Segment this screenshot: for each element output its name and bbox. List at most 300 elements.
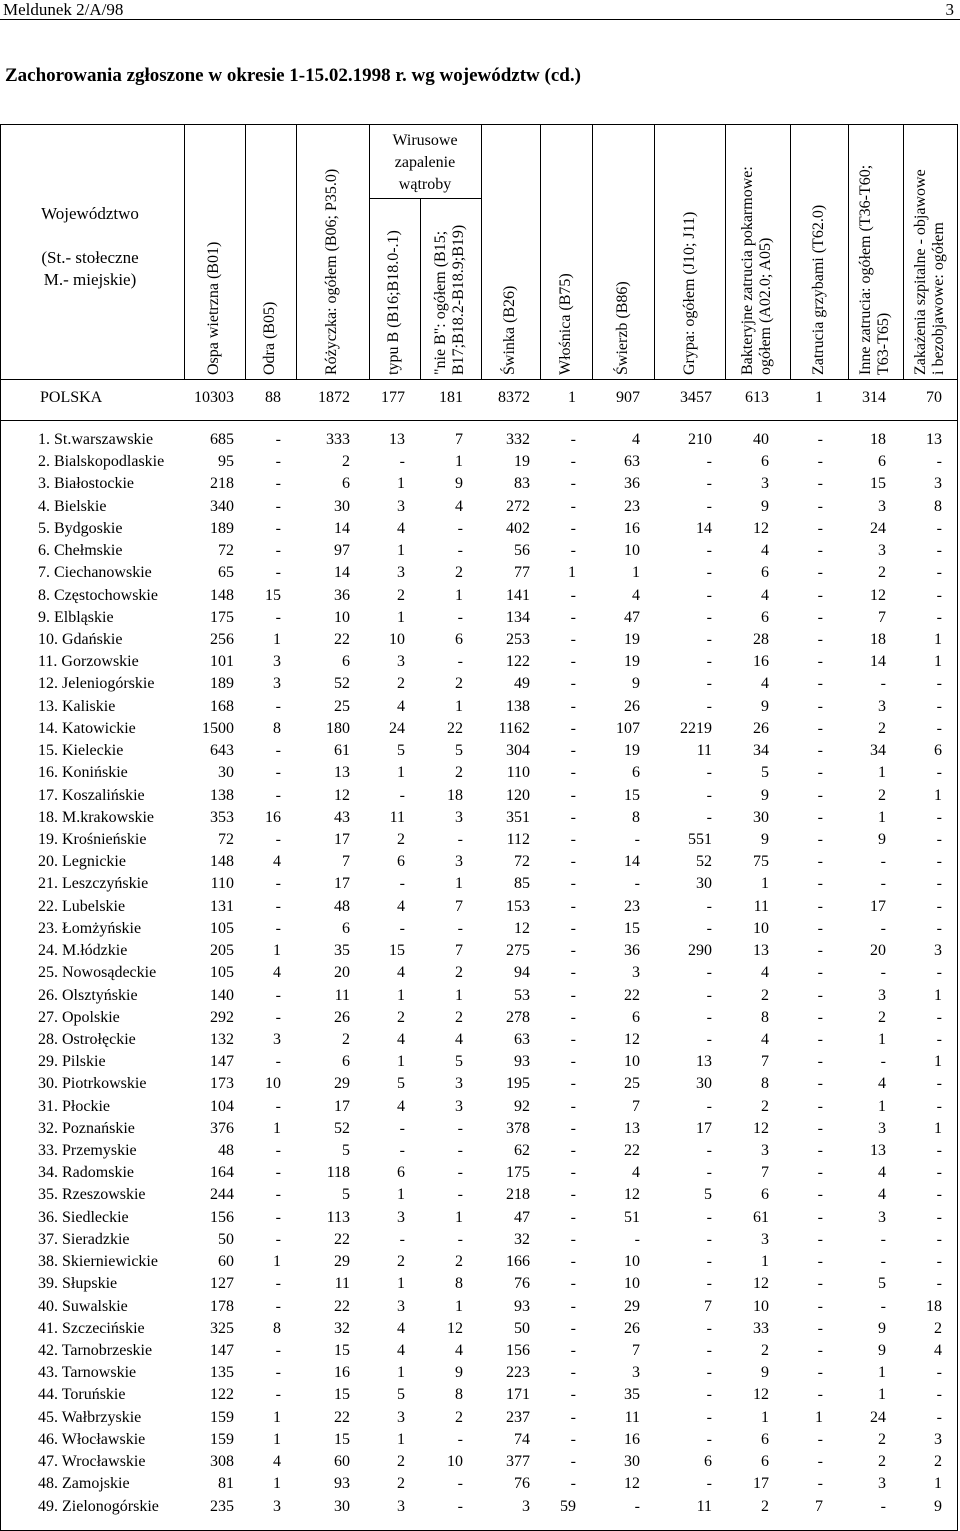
cell-value: 61 xyxy=(334,742,350,760)
cell-value: 16 xyxy=(624,1430,640,1448)
cell-value: 2 xyxy=(455,764,463,782)
cell-value: - xyxy=(936,697,942,715)
cell-value: 20 xyxy=(334,964,350,982)
cell-value: 2 xyxy=(878,719,886,737)
cell-value: 7 xyxy=(632,1097,640,1115)
cell-value: 2 xyxy=(761,1342,769,1360)
cell-value: - xyxy=(817,1319,823,1337)
cell-value: 59 xyxy=(560,1497,576,1515)
table-row xyxy=(0,896,956,918)
cell-value: 2 xyxy=(342,453,350,471)
cell-value: 5 xyxy=(455,1053,463,1071)
region-name: 17. Koszalińskie xyxy=(38,786,145,804)
cell-value: - xyxy=(706,697,712,715)
cell-value: - xyxy=(275,564,281,582)
cell-value: - xyxy=(817,1475,823,1493)
cell-value: 12 xyxy=(624,1186,640,1204)
cell-value: 907 xyxy=(616,389,640,406)
cell-value: 18 xyxy=(870,431,886,448)
header-ospa-line: Ospa wietrzna (B01) xyxy=(205,241,222,375)
cell-value: 7 xyxy=(455,897,463,915)
cell-value: 9 xyxy=(934,1497,942,1515)
column-divider xyxy=(245,125,246,379)
table-row xyxy=(0,740,956,762)
cell-value: 12 xyxy=(624,1030,640,1048)
cell-value: - xyxy=(817,1275,823,1293)
region-name: 14. Katowickie xyxy=(38,719,136,737)
cell-value: 3 xyxy=(397,1208,405,1226)
cell-value: - xyxy=(275,786,281,804)
cell-value: 1 xyxy=(397,986,405,1004)
cell-value: 19 xyxy=(514,453,530,471)
table-row xyxy=(0,918,956,940)
cell-value: - xyxy=(817,986,823,1004)
cell-value: - xyxy=(936,1408,942,1426)
cell-value: 12 xyxy=(870,586,886,604)
cell-value: 3 xyxy=(455,1097,463,1115)
cell-value: 131 xyxy=(210,897,234,915)
cell-value: 52 xyxy=(334,1119,350,1137)
cell-value: - xyxy=(457,519,463,537)
cell-value: 275 xyxy=(506,942,530,960)
cell-value: - xyxy=(570,1230,576,1248)
cell-value: - xyxy=(275,1230,281,1248)
region-name: 13. Kaliskie xyxy=(38,697,116,715)
cell-value: - xyxy=(706,1230,712,1248)
cell-value: - xyxy=(880,875,886,893)
cell-value: 11 xyxy=(334,986,350,1004)
cell-value: 11 xyxy=(696,1497,712,1515)
table-row xyxy=(0,696,956,718)
cell-value: - xyxy=(936,1030,942,1048)
cell-value: 26 xyxy=(334,1008,350,1026)
cell-value: 22 xyxy=(334,1230,350,1248)
cell-value: 9 xyxy=(878,1319,886,1337)
cell-value: 8372 xyxy=(498,389,530,406)
page-title: Zachorowania zgłoszone w okresie 1-15.02.1998 r. wg województw (cd.) xyxy=(5,65,581,86)
cell-value: 8 xyxy=(455,1275,463,1293)
cell-value: 1 xyxy=(397,475,405,493)
cell-value: 16 xyxy=(265,808,281,826)
cell-value: - xyxy=(275,608,281,626)
cell-value: 3 xyxy=(878,1119,886,1137)
cell-value: - xyxy=(936,1364,942,1382)
cell-value: 83 xyxy=(514,475,530,493)
cell-value: 333 xyxy=(326,431,350,448)
region-name: 8. Częstochowskie xyxy=(38,586,158,604)
bulletin-label: Meldunek 2/A/98 xyxy=(3,0,124,19)
region-name: 26. Olsztyńskie xyxy=(38,986,138,1004)
cell-value: 4 xyxy=(761,542,769,560)
cell-value: - xyxy=(457,919,463,937)
cell-value: - xyxy=(634,830,640,848)
cell-value: 181 xyxy=(439,389,463,406)
cell-value: - xyxy=(399,1119,405,1137)
cell-value: 13 xyxy=(334,764,350,782)
cell-value: 52 xyxy=(334,675,350,693)
cell-value: 147 xyxy=(210,1342,234,1360)
cell-value: 10 xyxy=(753,1297,769,1315)
cell-value: 5 xyxy=(704,1186,712,1204)
cell-value: - xyxy=(936,875,942,893)
cell-value: 3 xyxy=(878,497,886,515)
cell-value: 17 xyxy=(334,830,350,848)
cell-value: 24 xyxy=(389,719,405,737)
cell-value: - xyxy=(570,1342,576,1360)
cell-value: 26 xyxy=(624,1319,640,1337)
cell-value: 1 xyxy=(273,1408,281,1426)
cell-value: 244 xyxy=(210,1186,234,1204)
cell-value: - xyxy=(817,719,823,737)
cell-value: - xyxy=(880,675,886,693)
cell-value: - xyxy=(880,1253,886,1271)
cell-value: - xyxy=(457,653,463,671)
cell-value: 127 xyxy=(210,1275,234,1293)
cell-value: - xyxy=(817,897,823,915)
table-row xyxy=(0,429,956,451)
cell-value: - xyxy=(706,653,712,671)
cell-value: 72 xyxy=(514,853,530,871)
cell-value: 3 xyxy=(273,653,281,671)
cell-value: - xyxy=(570,786,576,804)
cell-value: 159 xyxy=(210,1408,234,1426)
cell-value: - xyxy=(570,1319,576,1337)
cell-value: 77 xyxy=(514,564,530,582)
cell-value: 292 xyxy=(210,1008,234,1026)
cell-value: 16 xyxy=(753,653,769,671)
cell-value: - xyxy=(936,719,942,737)
cell-value: 1 xyxy=(934,630,942,648)
cell-value: 4 xyxy=(273,964,281,982)
region-name: 21. Leszczyńskie xyxy=(38,875,149,893)
cell-value: 26 xyxy=(624,697,640,715)
cell-value: - xyxy=(570,475,576,493)
cell-value: - xyxy=(880,1297,886,1315)
cell-value: - xyxy=(817,786,823,804)
header-wzw-nieb-line: "nie B": ogółem (B15; xyxy=(432,230,449,375)
table-row xyxy=(0,851,956,873)
cell-value: - xyxy=(570,942,576,960)
cell-value: - xyxy=(817,919,823,937)
cell-value: 5 xyxy=(342,1186,350,1204)
cell-value: 23 xyxy=(624,897,640,915)
table-row xyxy=(0,1229,956,1251)
header-grzyby xyxy=(810,205,828,375)
cell-value: 1 xyxy=(568,389,576,406)
cell-value: 3 xyxy=(397,564,405,582)
cell-value: 3 xyxy=(273,675,281,693)
cell-value: 189 xyxy=(210,675,234,693)
cell-value: 18 xyxy=(926,1297,942,1315)
cell-value: 48 xyxy=(334,897,350,915)
header-swinka-line: Świnka (B26) xyxy=(501,285,518,375)
cell-value: - xyxy=(275,497,281,515)
cell-value: 1 xyxy=(397,608,405,626)
cell-value: - xyxy=(457,1164,463,1182)
cell-value: 3 xyxy=(632,1364,640,1382)
table-row xyxy=(0,518,956,540)
region-name: 36. Siedleckie xyxy=(38,1208,129,1226)
cell-value: 24 xyxy=(870,519,886,537)
table-row xyxy=(0,873,956,895)
cell-value: 4 xyxy=(632,431,640,448)
cell-value: - xyxy=(570,630,576,648)
cell-value: 3 xyxy=(522,1497,530,1515)
cell-value: 112 xyxy=(506,830,530,848)
region-name: 34. Radomskie xyxy=(38,1164,134,1182)
cell-value: 22 xyxy=(334,1408,350,1426)
cell-value: - xyxy=(275,1297,281,1315)
cell-value: 17 xyxy=(334,875,350,893)
cell-value: 3 xyxy=(397,1408,405,1426)
cell-value: - xyxy=(706,919,712,937)
cell-value: 1 xyxy=(878,1097,886,1115)
cell-value: 13 xyxy=(624,1119,640,1137)
region-name: 25. Nowosądeckie xyxy=(38,964,157,982)
table-row xyxy=(0,1429,956,1451)
cell-value: 47 xyxy=(514,1208,530,1226)
cell-value: - xyxy=(936,1075,942,1093)
cell-value: 3 xyxy=(397,1297,405,1315)
cell-value: - xyxy=(570,1075,576,1093)
cell-value: - xyxy=(570,1119,576,1137)
cell-value: 551 xyxy=(688,830,712,848)
cell-value: - xyxy=(706,497,712,515)
cell-value: - xyxy=(706,564,712,582)
cell-value: 256 xyxy=(210,630,234,648)
cell-value: 60 xyxy=(334,1453,350,1471)
cell-value: 1 xyxy=(934,1119,942,1137)
cell-value: 1 xyxy=(397,1430,405,1448)
table-row xyxy=(0,1007,956,1029)
table-row xyxy=(0,785,956,807)
cell-value: - xyxy=(570,542,576,560)
cell-value: - xyxy=(936,1386,942,1404)
region-header-line3: M.- miejskie) xyxy=(43,270,137,289)
cell-value: 1 xyxy=(397,764,405,782)
cell-value: 3 xyxy=(397,497,405,515)
table-row xyxy=(0,540,956,562)
region-header-line2: (St.- stołeczne xyxy=(41,248,139,267)
cell-value: - xyxy=(570,1475,576,1493)
cell-value: - xyxy=(706,808,712,826)
header-wzw-nieb xyxy=(432,225,468,375)
cell-value: - xyxy=(275,542,281,560)
cell-value: - xyxy=(706,675,712,693)
cell-value: - xyxy=(706,630,712,648)
header-grypa xyxy=(681,212,699,375)
table-row xyxy=(0,651,956,673)
region-header-line1: Województwo xyxy=(41,204,139,223)
cell-value: 5 xyxy=(397,1075,405,1093)
cell-value: 4 xyxy=(455,1342,463,1360)
cell-value: - xyxy=(936,853,942,871)
cell-value: - xyxy=(706,897,712,915)
cell-value: 17 xyxy=(753,1475,769,1493)
table-row xyxy=(0,1184,956,1206)
cell-value: - xyxy=(570,897,576,915)
cell-value: 164 xyxy=(210,1164,234,1182)
cell-value: 325 xyxy=(210,1319,234,1337)
cell-value: - xyxy=(275,1164,281,1182)
table-row xyxy=(0,562,956,584)
cell-value: - xyxy=(706,1275,712,1293)
cell-value: 9 xyxy=(761,697,769,715)
cell-value: - xyxy=(936,764,942,782)
cell-value: 13 xyxy=(926,431,942,448)
cell-value: 36 xyxy=(624,942,640,960)
cell-value: - xyxy=(570,830,576,848)
cell-value: 76 xyxy=(514,1275,530,1293)
region-name: 48. Zamojskie xyxy=(38,1475,130,1493)
cell-value: - xyxy=(880,1230,886,1248)
cell-value: - xyxy=(817,1430,823,1448)
region-name: 5. Bydgoskie xyxy=(38,519,123,537)
cell-value: - xyxy=(570,875,576,893)
cell-value: - xyxy=(817,942,823,960)
cell-value: 56 xyxy=(514,542,530,560)
cell-value: 3 xyxy=(761,475,769,493)
cell-value: 10 xyxy=(624,1253,640,1271)
cell-value: 19 xyxy=(624,653,640,671)
table-row xyxy=(0,829,956,851)
cell-value: - xyxy=(275,453,281,471)
cell-value: - xyxy=(817,764,823,782)
region-name: 29. Pilskie xyxy=(38,1053,106,1071)
header-bakteryjne-line: ogółem (A02.0; A05) xyxy=(757,237,774,375)
region-name: 46. Włocławskie xyxy=(38,1430,146,1448)
cell-value: - xyxy=(570,675,576,693)
cell-value: - xyxy=(817,475,823,493)
region-name: 12. Jeleniogórskie xyxy=(38,675,155,693)
region-name: 32. Poznańskie xyxy=(38,1119,135,1137)
cell-value: - xyxy=(570,497,576,515)
cell-value: 3 xyxy=(632,964,640,982)
cell-value: - xyxy=(634,1497,640,1515)
cell-value: 1 xyxy=(455,586,463,604)
cell-value: - xyxy=(275,431,281,448)
cell-value: 1 xyxy=(934,1475,942,1493)
cell-value: 2 xyxy=(761,986,769,1004)
cell-value: 9 xyxy=(761,830,769,848)
cell-value: - xyxy=(817,1453,823,1471)
region-name: 6. Chełmskie xyxy=(38,542,123,560)
cell-value: 210 xyxy=(688,431,712,448)
cell-value: 10 xyxy=(753,919,769,937)
cell-value: - xyxy=(817,1386,823,1404)
header-grypa-line: Grypa: ogółem (J10; J11) xyxy=(681,211,698,375)
cell-value: 15 xyxy=(334,1386,350,1404)
cell-value: 6 xyxy=(878,453,886,471)
cell-value: - xyxy=(706,1142,712,1160)
cell-value: - xyxy=(936,1208,942,1226)
table-row xyxy=(0,1162,956,1184)
cell-value: - xyxy=(936,1275,942,1293)
cell-value: 1 xyxy=(397,1275,405,1293)
cell-value: 14 xyxy=(334,519,350,537)
cell-value: 3 xyxy=(455,853,463,871)
cell-value: 12 xyxy=(753,1275,769,1293)
cell-value: 28 xyxy=(753,630,769,648)
cell-value: - xyxy=(936,897,942,915)
cell-value: 1 xyxy=(397,1186,405,1204)
cell-value: - xyxy=(275,519,281,537)
region-name: 15. Kieleckie xyxy=(38,742,124,760)
cell-value: 97 xyxy=(334,542,350,560)
cell-value: - xyxy=(706,986,712,1004)
cell-value: - xyxy=(817,586,823,604)
cell-value: 22 xyxy=(624,986,640,1004)
cell-value: - xyxy=(706,1253,712,1271)
cell-value: 12 xyxy=(334,786,350,804)
region-name: 28. Ostrołęckie xyxy=(38,1030,136,1048)
cell-value: 14 xyxy=(334,564,350,582)
table-row xyxy=(0,1340,956,1362)
region-name: 11. Gorzowskie xyxy=(38,653,139,671)
cell-value: - xyxy=(570,808,576,826)
cell-value: 4 xyxy=(397,1097,405,1115)
cell-value: 156 xyxy=(210,1208,234,1226)
header-szpitalne-line: Zakażenia szpitalne - objawowe xyxy=(912,169,929,375)
wzw-group-line3: wątroby xyxy=(398,176,452,193)
cell-value: - xyxy=(706,1008,712,1026)
region-name: 33. Przemyskie xyxy=(38,1142,137,1160)
cell-value: 30 xyxy=(696,875,712,893)
cell-value: - xyxy=(275,986,281,1004)
cell-value: - xyxy=(936,519,942,537)
cell-value: 9 xyxy=(878,830,886,848)
cell-value: 23 xyxy=(624,497,640,515)
cell-value: 11 xyxy=(334,1275,350,1293)
cell-value: - xyxy=(936,1230,942,1248)
cell-value: 2 xyxy=(761,1497,769,1515)
region-name: 40. Suwalskie xyxy=(38,1297,128,1315)
cell-value: - xyxy=(936,453,942,471)
cell-value: - xyxy=(457,608,463,626)
cell-value: - xyxy=(880,1053,886,1071)
cell-value: 3 xyxy=(761,1142,769,1160)
table-row xyxy=(0,1051,956,1073)
cell-value: 223 xyxy=(506,1364,530,1382)
cell-value: - xyxy=(570,1008,576,1026)
cell-value: - xyxy=(457,1430,463,1448)
cell-value: 7 xyxy=(455,942,463,960)
cell-value: 95 xyxy=(218,453,234,471)
cell-value: 18 xyxy=(870,630,886,648)
cell-value: 7 xyxy=(761,1164,769,1182)
cell-value: 14 xyxy=(696,519,712,537)
cell-value: 4 xyxy=(455,497,463,515)
cell-value: 10 xyxy=(265,1075,281,1093)
region-name: 18. M.krakowskie xyxy=(38,808,154,826)
cell-value: 53 xyxy=(514,986,530,1004)
cell-value: 8 xyxy=(761,1008,769,1026)
cell-value: 9 xyxy=(761,497,769,515)
cell-value: - xyxy=(457,1119,463,1137)
table-row xyxy=(0,1496,956,1518)
header-rule xyxy=(0,19,960,20)
cell-value: - xyxy=(570,519,576,537)
header-wzw-b xyxy=(385,230,403,375)
cell-value: 195 xyxy=(506,1075,530,1093)
cell-value: 378 xyxy=(506,1119,530,1137)
cell-value: - xyxy=(706,1386,712,1404)
region-name: 37. Sieradzkie xyxy=(38,1230,130,1248)
cell-value: - xyxy=(570,1053,576,1071)
region-name: 47. Wrocławskie xyxy=(38,1453,146,1471)
header-szpitalne-line: i bezobjawowe: ogółem xyxy=(930,222,947,375)
cell-value: 278 xyxy=(506,1008,530,1026)
